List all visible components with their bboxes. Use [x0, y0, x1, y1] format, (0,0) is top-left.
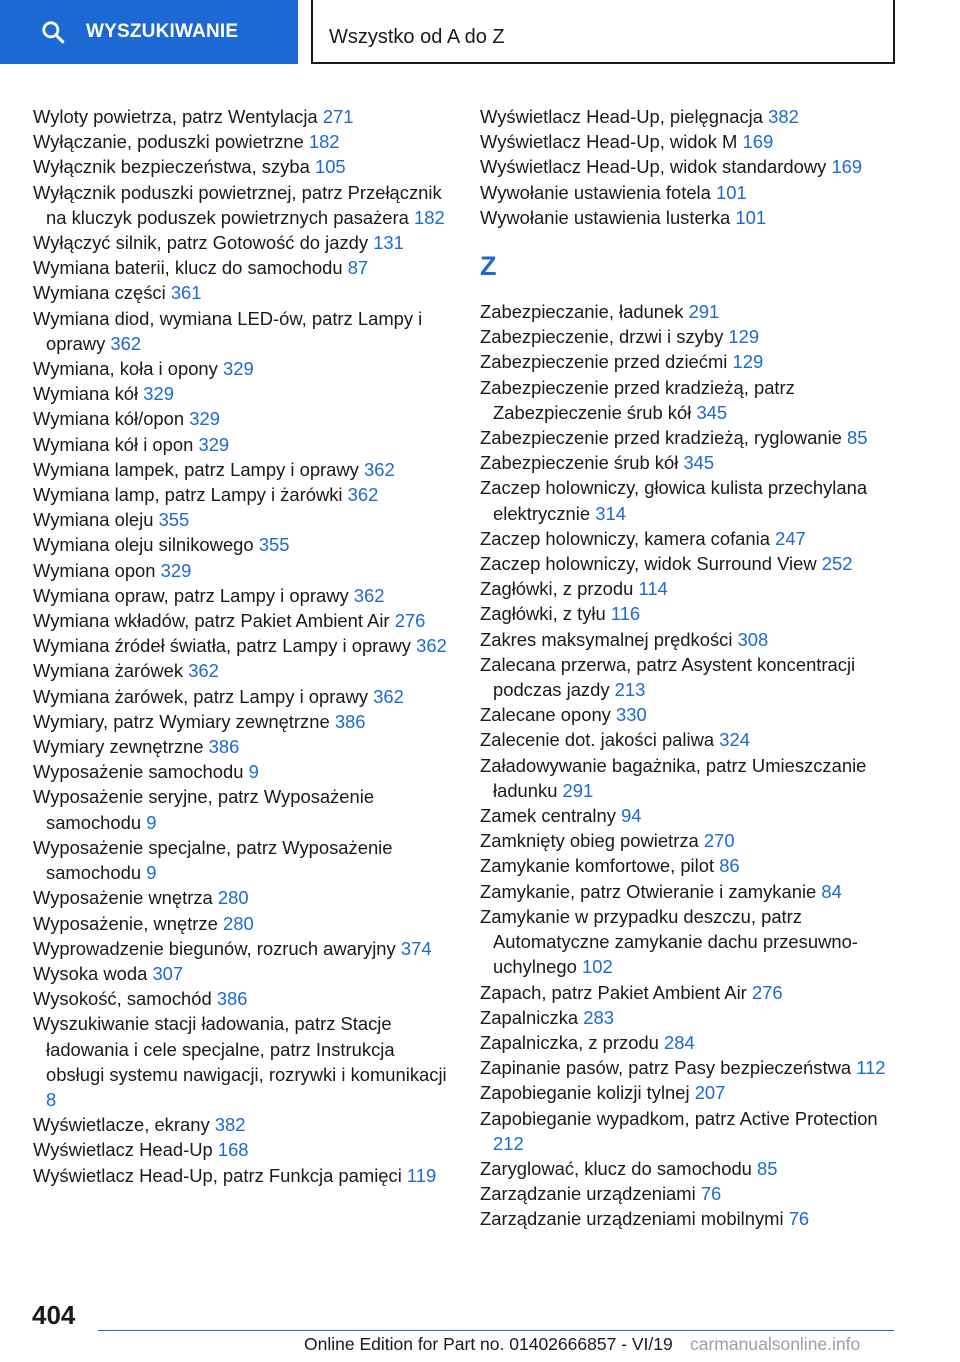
header	[0, 0, 960, 68]
index-entry	[33, 734, 453, 759]
page-link[interactable]: 307	[152, 962, 184, 984]
page-link[interactable]: 129	[728, 326, 760, 348]
page-link[interactable]: 362	[353, 584, 385, 606]
index-entry	[480, 450, 900, 475]
page-link[interactable]: 382	[768, 106, 799, 127]
entry-text: Wyświetlacz Head-Up, widok M	[480, 131, 738, 153]
index-entry	[33, 507, 453, 532]
page-link[interactable]: 101	[735, 206, 767, 228]
page-link[interactable]: 386	[216, 988, 248, 1010]
page-link[interactable]: 355	[258, 534, 290, 556]
index-entry	[480, 853, 900, 878]
entry-text: Wyposażenie samochodu	[33, 761, 244, 783]
index-entry	[480, 526, 900, 551]
page-link[interactable]: 116	[610, 603, 641, 625]
entry-text: Wymiana żarówek, patrz Lampy i oprawy	[33, 685, 369, 707]
page-link[interactable]: 362	[188, 660, 219, 682]
page-link[interactable]: 362	[110, 332, 142, 354]
entry-text: Wyszukiwanie stacji ładowania, patrz Stacje ładowania i cele specjalne, patrz Instrukcja obsługi systemu nawigacji, rozrywki i komunikacji	[33, 1013, 447, 1085]
page-link[interactable]: 76	[788, 1208, 810, 1230]
index-entry	[33, 583, 453, 608]
entry-text: Wymiana oleju silnikowego	[33, 534, 254, 556]
entry-text: Wyświetlacze, ekrany	[33, 1114, 210, 1136]
entry-text: Zapalniczka, z przodu	[480, 1031, 659, 1053]
index-entry	[480, 205, 900, 230]
page-link[interactable]: 362	[416, 635, 447, 657]
entry-text: Zamykanie w przypadku deszczu, patrz Automatyczne zamykanie dachu przesuwno-uchylnego	[480, 905, 858, 978]
index-entry	[33, 532, 453, 557]
index-entry	[33, 835, 453, 885]
entry-text: Załadowywanie bagażnika, patrz Umieszczanie ładunku	[480, 754, 867, 801]
entry-text: Zabezpieczenie przed kradzieżą, ryglowanie	[480, 427, 842, 449]
page-link[interactable]: 169	[831, 156, 863, 178]
index-entry	[33, 306, 453, 356]
index-entry	[480, 425, 900, 450]
section-letter: Z	[480, 251, 497, 282]
page-link[interactable]: 213	[614, 679, 646, 701]
entry-text: Zabezpieczenie śrub kół	[480, 452, 679, 474]
page-link[interactable]: 102	[581, 956, 613, 978]
page-link[interactable]: 329	[189, 408, 220, 430]
entry-text: Wyposażenie seryjne, patrz Wyposażenie samochodu	[33, 786, 375, 833]
entry-text: Zaczep holowniczy, głowica kulista przechylana elektrycznie	[480, 477, 868, 524]
index-entry	[33, 1112, 453, 1137]
entry-text: Zabezpieczenie, drzwi i szyby	[480, 326, 724, 348]
page-link[interactable]: 169	[742, 131, 774, 153]
footer-edition: Online Edition for Part no. 01402666857 - VI/19	[304, 1334, 673, 1354]
page-link[interactable]: 105	[314, 156, 346, 178]
page-link[interactable]: 329	[160, 559, 192, 581]
page-link[interactable]: 280	[222, 912, 254, 934]
entry-text: Zalecana przerwa, patrz Asystent koncentracji podczas jazdy	[480, 653, 856, 701]
page-link[interactable]: 291	[688, 301, 720, 323]
entry-text: Wymiana lampek, patrz Lampy i oprawy	[33, 458, 359, 480]
entry-text: Wysokość, samochód	[33, 988, 212, 1010]
page-link[interactable]: 114	[638, 578, 668, 600]
entry-text: Wymiana źródeł światła, patrz Lampy i oprawy	[33, 635, 412, 657]
index-entry	[33, 1137, 453, 1162]
entry-text: Wyprowadzenie biegunów, rozruch awaryjny	[33, 937, 396, 959]
index-entry	[480, 980, 900, 1005]
page-link[interactable]: 374	[400, 937, 432, 959]
index-entry	[480, 104, 900, 129]
index-entry	[480, 154, 900, 179]
index-entry	[480, 1181, 900, 1206]
page-link[interactable]: 355	[158, 509, 190, 531]
index-entry	[33, 709, 453, 734]
page-link[interactable]: 324	[719, 729, 750, 751]
page-link[interactable]: 168	[217, 1139, 249, 1161]
index-entry	[33, 356, 453, 381]
index-entry	[480, 475, 900, 525]
page-link[interactable]: 85	[757, 1157, 778, 1179]
page-link[interactable]: 345	[696, 401, 728, 423]
index-entry	[33, 658, 453, 683]
entry-text: Zalecane opony	[480, 704, 611, 726]
entry-text: Zagłówki, z tyłu	[480, 603, 606, 625]
entry-text: Wywołanie ustawienia fotela	[480, 181, 711, 203]
search-label: WYSZUKIWANIE	[86, 21, 239, 42]
page-link[interactable]: 9	[146, 862, 157, 884]
index-entry	[480, 828, 900, 853]
index-entry	[480, 375, 900, 425]
index-entry	[480, 1106, 900, 1156]
index-entry	[33, 482, 453, 507]
index-entry	[33, 633, 453, 658]
index-entry	[33, 406, 453, 431]
page-link[interactable]: 276	[751, 981, 783, 1003]
index-entry	[480, 1206, 900, 1231]
page-link[interactable]: 85	[847, 427, 868, 449]
page-link[interactable]: 276	[394, 610, 426, 632]
entry-text: Zamknięty obieg powietrza	[480, 830, 699, 852]
entry-text: Wymiana żarówek	[33, 660, 184, 682]
entry-text: Wymiary, patrz Wymiary zewnętrzne	[33, 710, 330, 732]
entry-text: Zaczep holowniczy, kamera cofania	[480, 527, 770, 549]
entry-text: Wyposażenie specjalne, patrz Wyposażenie samochodu	[33, 836, 393, 884]
index-entry	[33, 986, 453, 1011]
index-entry	[480, 627, 900, 652]
entry-text: Zabezpieczanie, ładunek	[480, 301, 684, 323]
page-link[interactable]: 252	[821, 553, 853, 575]
page-link[interactable]: 101	[716, 181, 747, 203]
page-link[interactable]: 386	[334, 710, 366, 732]
entry-text: Zalecenie dot. jakości paliwa	[480, 729, 715, 751]
entry-text: Wyloty powietrza, patrz Wentylacja	[33, 106, 318, 127]
index-entry	[33, 432, 453, 457]
page-link[interactable]: 212	[493, 1132, 524, 1154]
page-link[interactable]: 271	[322, 106, 354, 127]
index-entry	[33, 457, 453, 482]
entry-text: Wysoka woda	[33, 962, 148, 984]
index-entry	[33, 759, 453, 784]
entry-text: Zagłówki, z przodu	[480, 578, 634, 600]
index-entry	[33, 280, 453, 305]
index-entry	[33, 961, 453, 986]
entry-text: Zapach, patrz Pakiet Ambient Air	[480, 981, 747, 1003]
index-entry	[480, 1055, 900, 1080]
index-column-left	[33, 104, 453, 1188]
entry-text: Wyłączanie, poduszki powietrzne	[33, 131, 304, 153]
page-link[interactable]: 247	[775, 527, 806, 549]
index-entry	[33, 154, 453, 179]
index-entry	[480, 129, 900, 154]
entry-text: Zamykanie, patrz Otwieranie i zamykanie	[480, 880, 817, 902]
entry-text: Zamek centralny	[480, 805, 616, 827]
page-link[interactable]: 76	[700, 1183, 722, 1205]
index-entry	[33, 911, 453, 936]
index-entry	[480, 753, 900, 803]
index-entry	[33, 936, 453, 961]
index-entry	[33, 230, 453, 255]
index-entry	[33, 885, 453, 910]
page-link[interactable]: 362	[373, 685, 404, 707]
page-link[interactable]: 329	[222, 358, 254, 380]
page-link[interactable]: 314	[595, 502, 626, 524]
index-entry	[480, 1080, 900, 1105]
index-entry	[33, 608, 453, 633]
index-entry	[33, 558, 453, 583]
index-entry	[33, 129, 453, 154]
index-entry	[480, 727, 900, 752]
page-link[interactable]: 131	[373, 232, 404, 254]
page-link[interactable]: 207	[694, 1082, 726, 1104]
index-group-z	[480, 299, 900, 1232]
watermark: carmanualsonline.info	[690, 1334, 861, 1354]
page-link[interactable]: 119	[406, 1164, 437, 1186]
page-link[interactable]: 87	[347, 257, 369, 279]
entry-text: Wymiana oleju	[33, 509, 154, 531]
page-link[interactable]: 362	[347, 484, 379, 506]
page-link[interactable]: 9	[146, 811, 157, 833]
index-entry	[480, 1005, 900, 1030]
entry-text: Zakres maksymalnej prędkości	[480, 628, 733, 650]
entry-text: Wywołanie ustawienia lusterka	[480, 206, 731, 228]
index-entry	[480, 180, 900, 205]
page-link[interactable]: 284	[664, 1031, 695, 1053]
entry-text: Zapobieganie wypadkom, patrz Active Protection	[480, 1107, 878, 1129]
entry-text: Wymiana wkładów, patrz Pakiet Ambient Air	[33, 610, 390, 632]
entry-text: Wymiana diod, wymiana LED-ów, patrz Lampy i oprawy	[33, 307, 423, 354]
index-entry	[480, 904, 900, 980]
page-link[interactable]: 329	[143, 383, 174, 405]
index-entry	[480, 349, 900, 374]
index-entry	[33, 255, 453, 280]
entry-text: Zabezpieczenie przed dziećmi	[480, 351, 728, 373]
index-entry	[480, 551, 900, 576]
index-column-right	[480, 104, 900, 1232]
page-link[interactable]: 270	[703, 830, 735, 852]
entry-text: Wyświetlacz Head-Up, pielęgnacja	[480, 106, 763, 127]
entry-text: Wyświetlacz Head-Up	[33, 1139, 213, 1161]
index-entry	[33, 784, 453, 834]
entry-text: Wymiana lamp, patrz Lampy i żarówki	[33, 484, 343, 506]
section-title: Wszystko od A do Z	[311, 0, 895, 64]
search-icon	[40, 19, 66, 45]
index-entry	[480, 1030, 900, 1055]
entry-text: Wymiana kół i opon	[33, 433, 194, 455]
entry-text: Wymiana opon	[33, 559, 156, 581]
page-link[interactable]: 129	[732, 351, 764, 373]
entry-text: Wymiana części	[33, 282, 166, 304]
index-group-w	[480, 104, 900, 230]
index-entry	[480, 803, 900, 828]
entry-text: Wymiana baterii, klucz do samochodu	[33, 257, 343, 279]
index-entry	[33, 381, 453, 406]
index-entry	[33, 180, 453, 230]
page-link[interactable]: 291	[562, 779, 594, 801]
index-entry	[480, 601, 900, 626]
index-entry	[480, 576, 900, 601]
index-entry	[480, 1156, 900, 1181]
page-link[interactable]: 94	[621, 805, 642, 827]
index-entry	[33, 1163, 453, 1188]
entry-text: Wyposażenie wnętrza	[33, 887, 213, 909]
page-link[interactable]: 362	[364, 458, 395, 480]
entry-text: Zarządzanie urządzeniami	[480, 1183, 696, 1205]
page-link[interactable]: 182	[414, 206, 445, 228]
index-entry	[480, 702, 900, 727]
page-link[interactable]: 280	[217, 887, 249, 909]
index-entry	[33, 104, 453, 129]
entry-text: Zapalniczka	[480, 1006, 579, 1028]
footer-divider	[98, 1330, 894, 1331]
page-link[interactable]: 182	[308, 131, 340, 153]
entry-text: Zarządzanie urządzeniami mobilnymi	[480, 1208, 784, 1230]
page-link[interactable]: 283	[583, 1006, 614, 1028]
entry-text: Zapobieganie kolizji tylnej	[480, 1082, 690, 1104]
entry-text: Wyświetlacz Head-Up, widok standardowy	[480, 156, 827, 178]
entry-text: Wymiana kół/opon	[33, 408, 185, 430]
index-entry	[33, 684, 453, 709]
page-number: 404	[32, 1300, 76, 1330]
page-link[interactable]: 382	[214, 1114, 246, 1136]
page-link[interactable]: 8	[46, 1088, 57, 1110]
page-link[interactable]: 330	[616, 704, 647, 726]
index-entry	[480, 652, 900, 702]
entry-text: Zaczep holowniczy, widok Surround View	[480, 553, 817, 575]
page-link[interactable]: 84	[821, 880, 842, 902]
entry-text: Wymiana kół	[33, 383, 139, 405]
entry-text: Zapinanie pasów, patrz Pasy bezpieczeństwa	[480, 1057, 852, 1079]
entry-text: Zabezpieczenie przed kradzieżą, patrz Zabezpieczenie śrub kół	[480, 376, 795, 423]
entry-text: Wyłącznik poduszki powietrznej, patrz Przełącznik na kluczyk poduszek powietrznych pasażera	[33, 181, 442, 228]
page-link[interactable]: 9	[248, 761, 259, 783]
entry-text: Wyłączyć silnik, patrz Gotowość do jazdy	[33, 232, 369, 254]
entry-text: Zaryglować, klucz do samochodu	[480, 1157, 752, 1179]
page-link[interactable]: 112	[856, 1057, 886, 1079]
entry-text: Wymiana, koła i opony	[33, 358, 218, 380]
entry-text: Wymiary zewnętrzne	[33, 736, 204, 758]
index-entry	[480, 879, 900, 904]
search-button[interactable]	[0, 0, 298, 64]
page-link[interactable]: 308	[737, 628, 769, 650]
entry-text: Wyposażenie, wnętrze	[33, 912, 218, 934]
index-entry	[33, 1011, 453, 1112]
entry-text: Zamykanie komfortowe, pilot	[480, 855, 715, 877]
page-link[interactable]: 361	[170, 282, 202, 304]
page-link[interactable]: 345	[683, 452, 715, 474]
index-entry	[480, 299, 900, 324]
entry-text: Wymiana opraw, patrz Lampy i oprawy	[33, 584, 349, 606]
entry-text: Wyświetlacz Head-Up, patrz Funkcja pamięci	[33, 1164, 402, 1186]
page-link[interactable]: 329	[198, 433, 230, 455]
page-link[interactable]: 86	[719, 855, 740, 877]
entry-text: Wyłącznik bezpieczeństwa, szyba	[33, 156, 310, 178]
page-link[interactable]: 386	[208, 736, 240, 758]
index-entry	[480, 324, 900, 349]
